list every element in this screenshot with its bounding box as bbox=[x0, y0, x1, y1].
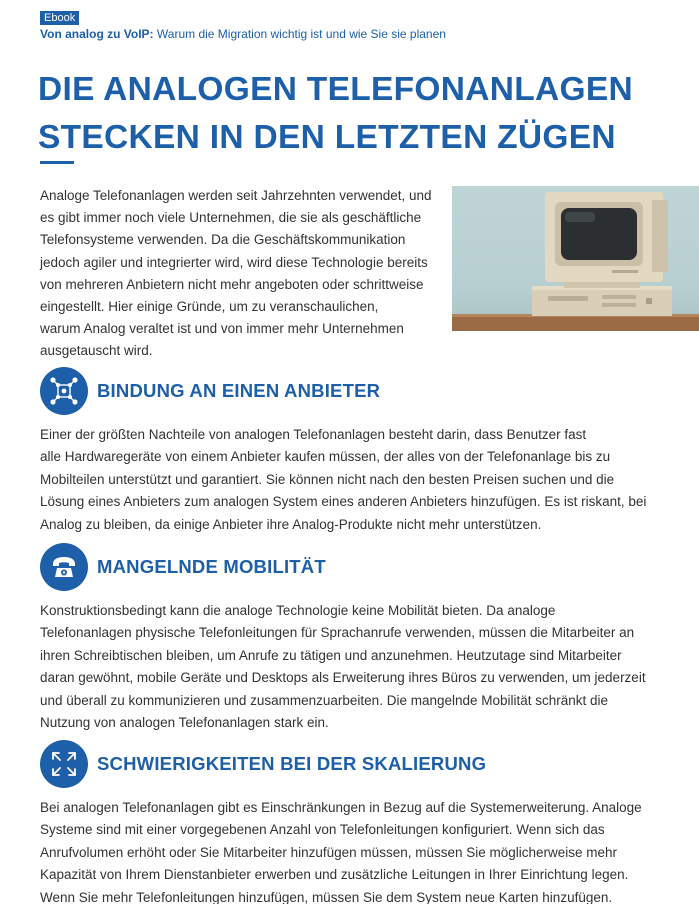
body-line: ihren Schreibtischen bleiben, um Anrufe zu tätigen und anzunehmen. Heutzutage sind Mitarbeiter bbox=[40, 647, 622, 663]
network-icon bbox=[49, 376, 79, 406]
section-icon-badge bbox=[40, 740, 88, 788]
intro-line: ausgetauscht wird. bbox=[40, 343, 153, 359]
body-line: daran gewöhnt, mobile Geräte und Desktops als Erweiterung ihres Büros zu verwenden, um jederzeit bbox=[40, 670, 646, 686]
body-line: Mobilteilen unterstützt und garantiert. Sie können nicht nach den besten Preisen suchen und die bbox=[40, 471, 615, 487]
old-computer-photo bbox=[452, 186, 699, 331]
section-heading-vendor-lock: BINDUNG AN EINEN ANBIETER bbox=[97, 380, 381, 401]
body-line: Analog zu bleiben, da einige Anbieter ihre Analog-Produkte nicht mehr unterstützen. bbox=[40, 516, 542, 532]
body-line: Anrufvolumen erhöht oder Sie Mitarbeiter hinzufügen müssen, müssen Sie möglicherweise mehr bbox=[40, 844, 618, 860]
page-title bbox=[38, 66, 678, 162]
body-line: Bei analogen Telefonanlagen gibt es Einschränkungen in Bezug auf die Systemerweiterung. Analoge bbox=[40, 800, 642, 815]
intro-line: von mehreren Anbietern nicht mehr angeboten oder schrittweise bbox=[40, 276, 424, 292]
body-line: Wenn Sie mehr Telefonleitungen hinzufügen, müssen Sie dem System neue Karten hinzufügen. bbox=[40, 889, 613, 904]
intro-line: jedoch agiler und integrierter wird, wird diese Technologie bereits bbox=[40, 254, 428, 270]
body-line: Systeme sind mit einer vorgegebenen Anzahl von Telefonleitungen konfiguriert. Wenn sich das bbox=[40, 822, 605, 838]
section-body-mobility bbox=[40, 600, 680, 734]
subtitle-rest: Warum die Migration wichtig ist und wie Sie sie planen bbox=[156, 27, 446, 41]
intro-paragraph bbox=[40, 185, 448, 363]
section-heading-scaling: SCHWIERIGKEITEN BEI DER SKALIERUNG bbox=[97, 753, 487, 774]
section-heading-mobility: MANGELNDE MOBILITÄT bbox=[97, 556, 326, 577]
ebook-tag: Ebook bbox=[40, 11, 79, 25]
intro-line: eingestellt. Hier einige Gründe, um zu veranschaulichen, bbox=[40, 299, 379, 315]
section-body-scaling bbox=[40, 797, 680, 904]
body-line: Einer der größten Nachteile von analogen Telefonanlagen besteht darin, dass Benutzer fast bbox=[40, 427, 587, 442]
body-line: Nutzung von analogen Telefonanlagen stark ein. bbox=[40, 715, 329, 731]
section-icon-badge bbox=[40, 543, 88, 591]
body-line: Konstruktionsbedingt kann die analoge Technologie keine Mobilität bieten. Da analoge bbox=[40, 603, 556, 618]
intro-line: warum Analog veraltet ist und von immer mehr Unternehmen bbox=[40, 321, 404, 337]
expand-arrows-icon bbox=[50, 750, 78, 778]
body-line: Telefonanlagen physische Telefonleitungen für Sprachanrufe verwenden, müssen die Mitarbeiter an bbox=[40, 625, 635, 641]
body-line: alle Hardwaregeräte von einem Anbieter kaufen müssen, der alles von der Telefonanlage bis zu bbox=[40, 449, 611, 465]
title-line: STECKEN IN DEN LETZTEN ZÜGEN bbox=[38, 119, 616, 156]
intro-line: Analoge Telefonanlagen werden seit Jahrzehnten verwendet, und bbox=[40, 188, 432, 203]
intro-line: Telefonsysteme verwenden. Da die Geschäftskommunikation bbox=[40, 232, 406, 248]
section-body-vendor-lock bbox=[40, 424, 680, 536]
old-computer-illustration bbox=[452, 186, 699, 331]
title-line: DIE ANALOGEN TELEFONANLAGEN bbox=[38, 71, 633, 108]
body-line: Kapazität von Ihrem Dienstanbieter erwerben und zusätzliche Leitungen in Ihrer Einrichtung legen. bbox=[40, 867, 629, 883]
body-line: und überall zu kommunizieren und zusammenzuarbeiten. Die mangelnde Mobilität schränkt die bbox=[40, 692, 609, 708]
ebook-subtitle bbox=[40, 27, 446, 41]
body-line: Lösung eines Anbieters zum analogen System eines anderen Anbieters hinzufügen. Es ist riskant, bei bbox=[40, 494, 647, 510]
section-icon-badge bbox=[40, 367, 88, 415]
title-divider bbox=[40, 161, 74, 164]
subtitle-bold: Von analog zu VoIP: bbox=[40, 27, 154, 41]
telephone-icon bbox=[50, 553, 78, 581]
intro-line: es gibt immer noch viele Unternehmen, die sie als geschäftliche bbox=[40, 210, 422, 226]
